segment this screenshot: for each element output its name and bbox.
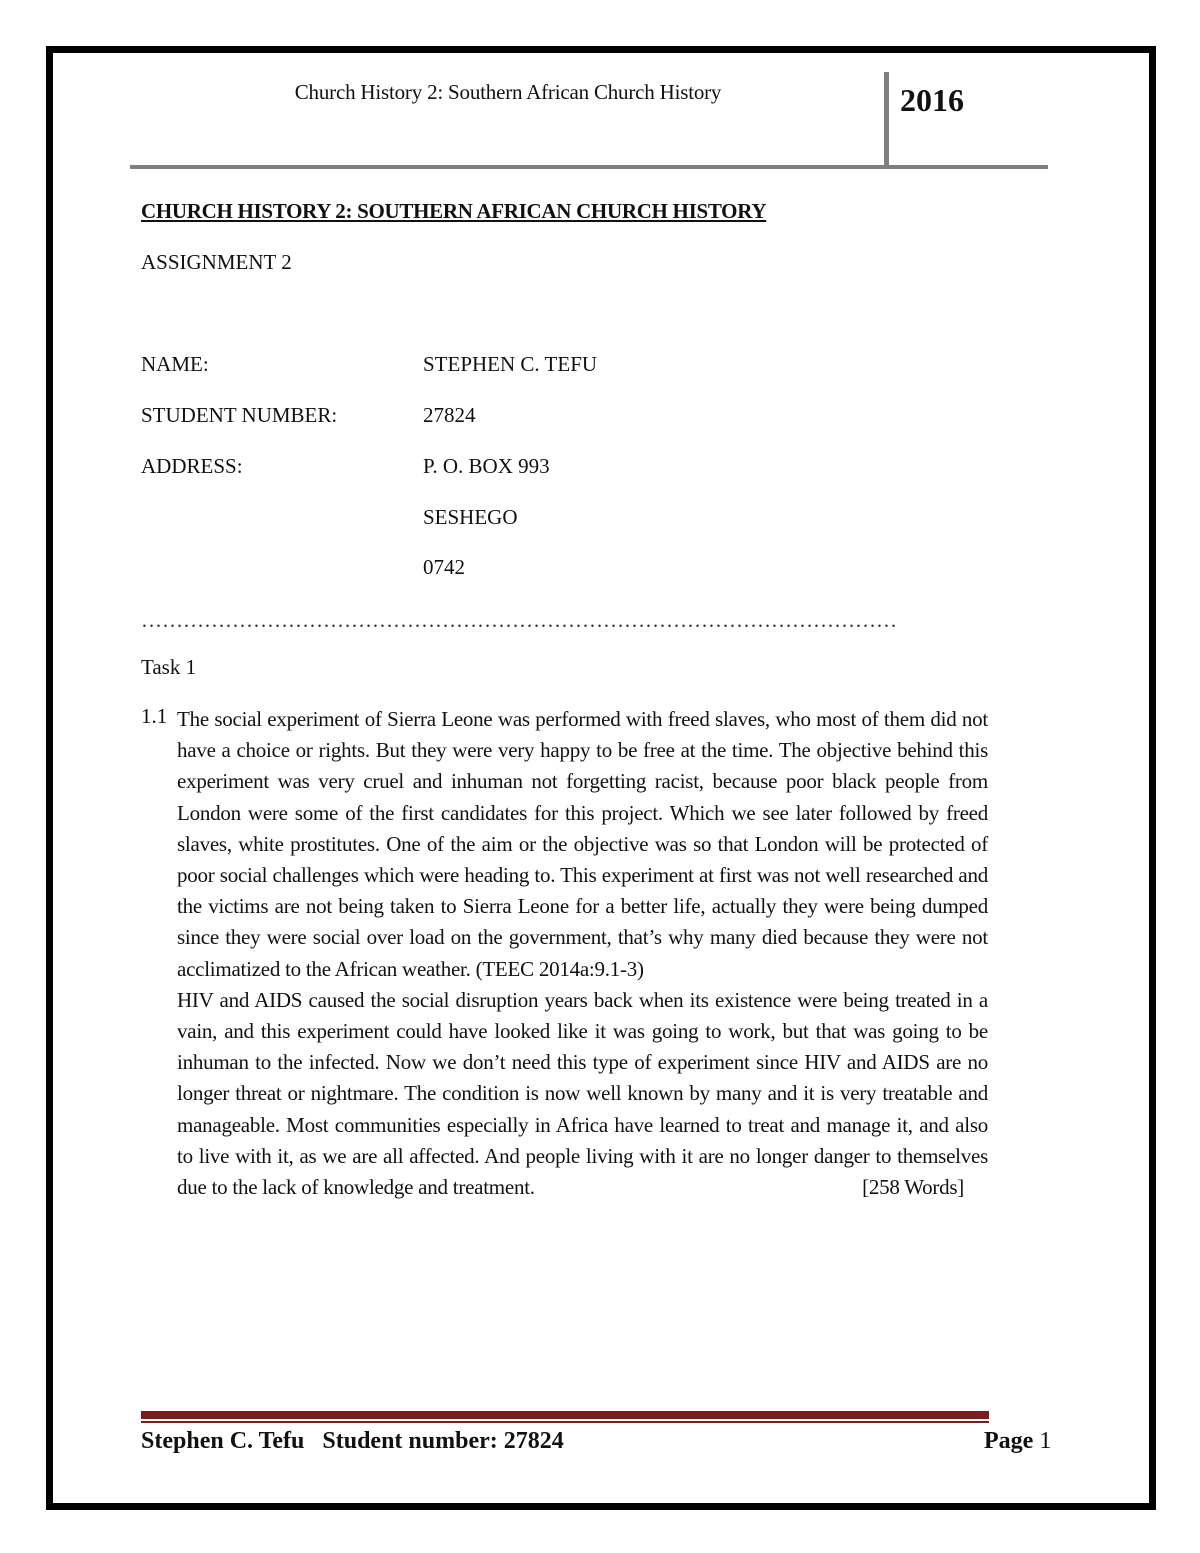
header-divider xyxy=(884,72,889,168)
item-number: 1.1 xyxy=(141,704,168,728)
answer-paragraph-2 xyxy=(177,985,988,1203)
name-value: STEPHEN C. TEFU xyxy=(423,352,598,376)
task-heading: Task 1 xyxy=(141,655,197,679)
footer-rule xyxy=(141,1411,989,1419)
student-number-label: STUDENT NUMBER: xyxy=(141,403,338,427)
answer-paragraph-1: The social experiment of Sierra Leone was performed with freed slaves, who most of them did not have a choice or rights. But they were very happy to be free at the time. The objective behind this experiment was very cruel and inhuman not forgetting racist, because poor black people from London were some of the first candidates for this project. Which we see later followed by freed slaves, white prostitutes. One of the aim or the objective was so that London will be protected of poor social challenges which were heading to. This experiment at first was not well researched and the victims are not being taken to Sierra Leone for a better life, actually they were being dumped since they were social over load on the government, that’s why many died because they were not acclimatized to the African weather. (TEEC 2014a:9.1-3) xyxy=(177,707,988,981)
item-body xyxy=(177,704,988,1203)
document-title: CHURCH HISTORY 2: SOUTHERN AFRICAN CHURCH HISTORY xyxy=(141,199,767,223)
address-line-2: SESHEGO xyxy=(423,505,518,529)
address-label: ADDRESS: xyxy=(141,454,243,478)
word-count: [258 Words] xyxy=(862,1175,964,1200)
page-number: 1 xyxy=(1039,1428,1052,1454)
name-label: NAME: xyxy=(141,352,209,376)
footer-rule-thin xyxy=(141,1421,989,1423)
address-line-1: P. O. BOX 993 xyxy=(423,454,550,478)
assignment-label: ASSIGNMENT 2 xyxy=(141,250,292,274)
header-rule xyxy=(130,165,1048,169)
dotted-separator: ……………………………………………………………………………………………… xyxy=(141,608,897,632)
address-line-3: 0742 xyxy=(423,555,465,579)
page-label: Page xyxy=(984,1428,1034,1454)
footer-page xyxy=(984,1428,1051,1455)
header-title: Church History 2: Southern African Church History xyxy=(294,80,722,104)
footer-author: Stephen C. Tefu Student number: 27824 xyxy=(141,1428,564,1454)
header-year: 2016 xyxy=(900,82,964,118)
answer-paragraph-2-text: HIV and AIDS caused the social disruption years back when its existence were being treated in a vain, and this experiment could have looked like it was going to work, but that was going to be inhuman to the infected. Now we don’t need this type of experiment since HIV and AIDS are no longer threat or nightmare. The condition is now well known by many and it is very treatable and manageable. Most communities especially in Africa have learned to treat and manage it, and also to live with it, as we are all affected. And people living with it are no longer danger to themselves due to the lack of knowledge and treatment. xyxy=(177,987,988,1200)
student-number-value: 27824 xyxy=(423,403,476,427)
